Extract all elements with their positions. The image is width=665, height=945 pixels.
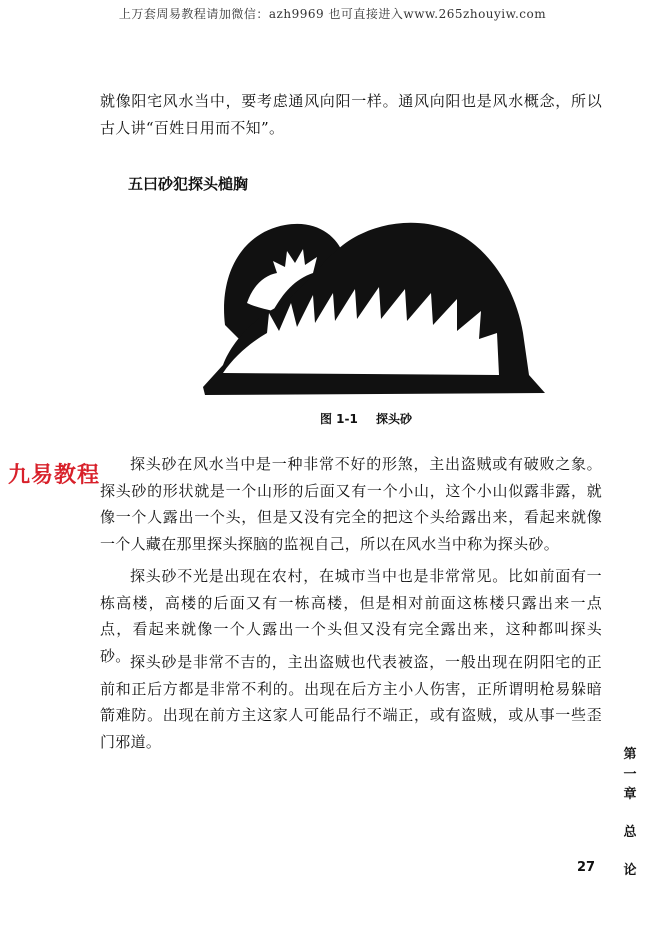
figure-number: 图 1-1 — [320, 412, 358, 426]
paragraph-definition: 探头砂在风水当中是一种非常不好的形煞，主出盗贼或有破败之象。探头砂的形状就是一个山形的后面又有一个小山，这个小山似露非露，就像一个人露出一个头，但是又没有完全的把这个头给露出来，看起来就像一个人藏在那里探头探脑的监视自己，所以在风水当中称为探头砂。 — [100, 455, 602, 553]
chapter-char: 总 — [623, 825, 637, 840]
page-number: 27 — [577, 860, 596, 875]
section-heading: 五曰砂犯探头槌胸 — [128, 175, 249, 193]
figure-tantou-sha — [195, 215, 545, 400]
chapter-char: 论 — [623, 863, 637, 878]
figure-caption — [320, 410, 412, 427]
paragraph-omen: 探头砂是非常不吉的，主出盗贼也代表被盗，一般出现在阴阳宅的正前和正后方都是非常不利的。出现在后方主小人伤害，正所谓明枪易躲暗箭难防。出现在前方主这家人可能品行不端正，或有盗贼，或从事一些歪门邪道。 — [100, 653, 602, 751]
header-watermark: 上万套周易教程请加微信：azh9969 也可直接进入www.265zhouyiw.com — [118, 7, 547, 21]
side-logo: 九易教程 — [8, 463, 101, 488]
chapter-marker — [616, 745, 644, 881]
tantou-sha-illustration — [195, 215, 545, 400]
figure-title: 探头砂 — [376, 412, 413, 426]
chapter-char: 章 — [623, 787, 637, 802]
chapter-char: 第 — [623, 747, 637, 762]
paragraph-city: 探头砂不光是出现在农村，在城市当中也是非常常见。比如前面有一栋高楼，高楼的后面又有一栋高楼，但是相对前面这栋楼只露出来一点点，看起来就像一个人露出一个头但又没有完全露出来，这种都叫探头砂。 — [100, 567, 602, 665]
chapter-char: 一 — [623, 767, 637, 782]
paragraph-intro: 就像阳宅风水当中，要考虑通风向阳一样。通风向阳也是风水概念，所以古人讲“百姓日用而不知”。 — [100, 92, 602, 137]
